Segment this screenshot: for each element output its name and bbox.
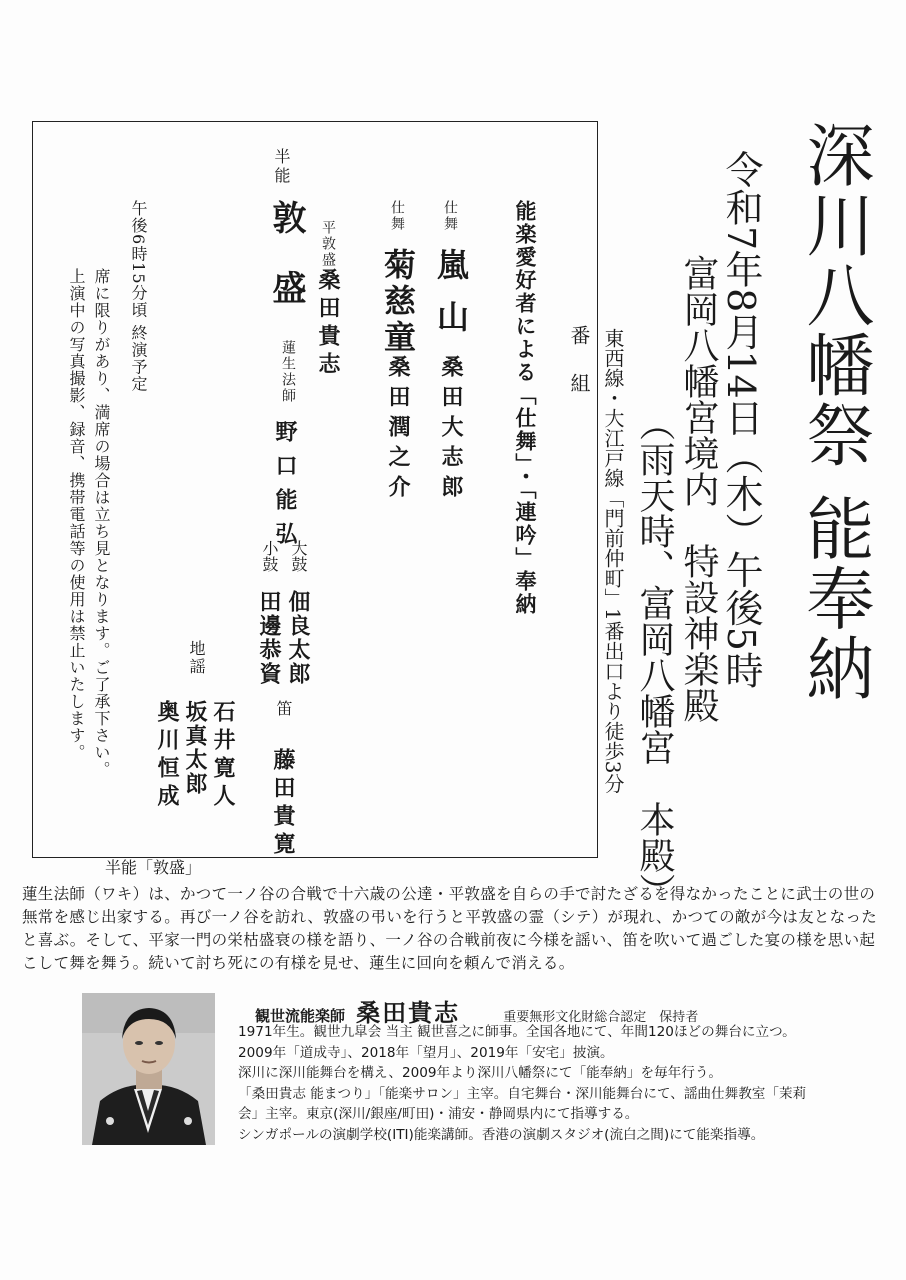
synopsis-title: 半能「敦盛」	[105, 858, 202, 877]
bio-line: 深川に深川能舞台を構え、2009年より深川八幡祭にて「能奉納」を毎年行う。	[238, 1065, 723, 1081]
bio-certification: 重要無形文化財総合認定 保持者	[503, 1010, 699, 1025]
event-title: 深川八幡祭 能奉納	[795, 120, 874, 704]
shimai-role-label: 仕舞	[389, 200, 405, 232]
shimai-piece: 嵐山	[432, 248, 470, 352]
shimai-piece: 菊慈童	[379, 248, 417, 356]
shimai-role-label: 平敦盛	[320, 220, 336, 268]
portrait-image	[82, 993, 215, 1145]
bio-line: 「桑田貴志 能まつり」「能楽サロン」主宰。自宅舞台・深川能舞台にて、謡曲仕舞教室「茉莉	[238, 1085, 807, 1102]
program-heading: 番組	[567, 325, 591, 421]
shimai-performer: 桑田大志郎	[438, 355, 464, 505]
bio-name: 桑田貴志	[356, 998, 461, 1027]
bio-line: シンガポールの演劇学校(ITI)能楽講師。香港の演劇スタジオ(流白之間)にて能楽指導。	[238, 1126, 765, 1143]
bio-school: 観世流能楽師	[255, 1007, 346, 1025]
end-time: 午後6時15分頃 終演予定	[129, 200, 148, 393]
kotsuzumi-performer: 田邊恭資	[256, 590, 282, 686]
event-date: 令和7年8月14日（木）午後5時	[719, 150, 763, 689]
jiutai-label: 地謡	[187, 640, 206, 676]
bio-line: 1971年生。観世九皐会 当主 観世喜之に師事。全国各地にて、年間120ほどの舞台に立つ。	[238, 1024, 796, 1040]
fue-performer: 藤田貴寛	[270, 748, 296, 860]
shimai-performer: 桑田貴志	[315, 268, 341, 380]
bio-line: 2009年「道成寺」、2018年「望月」、2019年「安宅」披演。	[238, 1044, 614, 1061]
event-venue: 富岡八幡宮境内 特設神楽殿	[678, 255, 719, 723]
waki-performer: 野口能弘	[272, 420, 298, 556]
fue-label: 笛	[274, 700, 293, 716]
performer-photo	[82, 993, 215, 1145]
notice-text: 席に限りがあり、満席の場合は立ち見となります。ご了承下さい。	[92, 268, 111, 778]
hanno-piece: 敦盛	[266, 200, 306, 340]
access-info: 東西線・大江戸線「門前仲町」1番出口より徒歩3分	[601, 328, 625, 794]
otsuzumi-performer: 佃良太郎	[285, 590, 311, 686]
bio-line: 会」主宰。東京(深川/銀座/町田)・浦安・静岡県内にて指導する。	[238, 1106, 639, 1122]
rain-venue: （雨天時、富岡八幡宮 本殿）	[634, 405, 675, 909]
otsuzumi-label: 大鼓	[289, 540, 308, 572]
notice-text: 上演中の写真撮影、録音、携帯電話等の使用は禁止いたします。	[67, 268, 86, 761]
synopsis-body: 蓮生法師（ワキ）は、かつて一ノ谷の合戦で十六歳の公達・平敦盛を自らの手で討たざるを得なかったことに武士の世の無常を感じ出家する。再び一ノ谷を訪れ、敦盛の弔いを行うと平敦盛の霊（シテ）が現れ、かつての敵が今は友となったと喜ぶ。そして、平家一門の栄枯盛衰の様を語り、一ノ谷の合戦前夜に今様を謡い、笛を吹いて過ごした宴の様を思い起こして舞を舞う。続いて討ち死にの有様を見せ、蓮生に回向を頼んで消える。	[22, 885, 878, 972]
bio-text	[238, 1022, 898, 1145]
shimai-role-label: 仕舞	[442, 200, 458, 232]
waki-role-label: 蓮生法師	[280, 340, 296, 404]
program-subtitle: 能楽愛好者による「仕舞」・「連吟」奉納	[513, 200, 538, 616]
kotsuzumi-label: 小鼓	[260, 540, 279, 572]
hanno-label: 半能	[272, 148, 291, 186]
jiutai-member: 石井寛人	[210, 700, 236, 812]
jiutai-member: 奥川恒成	[154, 700, 180, 812]
jiutai-member: 坂真太郎	[182, 700, 208, 796]
shimai-performer: 桑田潤之介	[385, 355, 411, 505]
